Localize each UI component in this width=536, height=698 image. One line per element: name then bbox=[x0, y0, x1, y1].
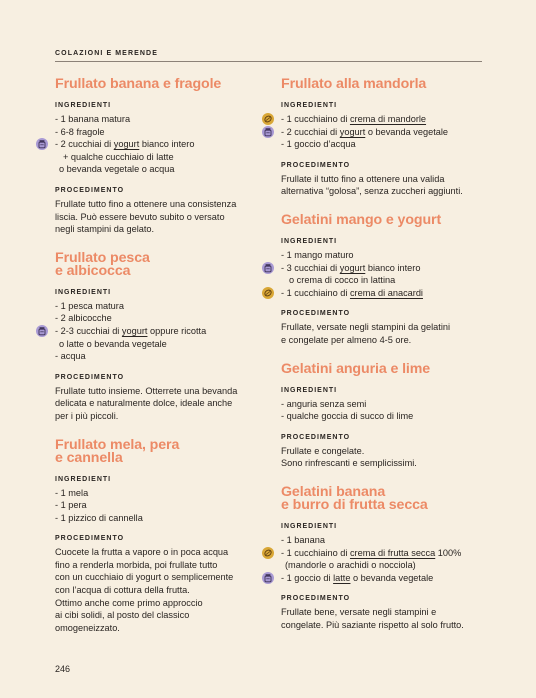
procedure-text bbox=[281, 445, 491, 470]
ingredients-heading: INGREDIENTI bbox=[281, 386, 338, 394]
ingredients-heading: INGREDIENTI bbox=[55, 288, 112, 296]
ingredient-highlight: yogurt bbox=[339, 126, 366, 137]
ingredient-text: o bevanda vegetale bbox=[350, 572, 434, 583]
page-number: 246 bbox=[55, 664, 71, 674]
ingredient-continuation: (mandorle o arachidi o nocciola) bbox=[285, 560, 416, 571]
ingredient-continuation: o crema di cocco in lattina bbox=[289, 275, 396, 286]
recipe-title-line: e burro di frutta secca bbox=[281, 496, 428, 513]
ingredient-item bbox=[55, 350, 260, 363]
ingredient-continuation: + qualche cucchiaio di latte bbox=[63, 151, 174, 162]
ingredient-text: - 1 banana bbox=[281, 534, 325, 545]
procedure-line: Frullate il tutto fino a ottenere una valida bbox=[281, 173, 445, 184]
recipe-title bbox=[55, 436, 260, 466]
recipe-frullato-mela-pera-cannella bbox=[55, 436, 260, 635]
recipe-title-line: Frullato pesca bbox=[55, 249, 150, 266]
ingredient-item bbox=[281, 534, 491, 547]
procedure-line: negli stampini da gelato. bbox=[55, 224, 155, 235]
yogurt-jar-icon bbox=[262, 126, 274, 138]
ingredient-item bbox=[55, 499, 260, 512]
procedure-line: con un cucchiaio di yogurt o semplicemente bbox=[55, 572, 234, 583]
ingredient-text: - 1 mango maturo bbox=[281, 249, 354, 260]
ingredient-text: - 2 cucchiai di bbox=[281, 126, 340, 137]
recipe-title-line: e cannella bbox=[55, 449, 123, 466]
ingredient-text: - 2 cucchiai di bbox=[55, 139, 114, 150]
ingredients-heading: INGREDIENTI bbox=[281, 522, 338, 530]
ingredient-text: - 2-3 cucchiai di bbox=[55, 325, 122, 336]
recipe-gelatini-banana-burro-frutta-secca bbox=[281, 483, 491, 632]
ingredients-list bbox=[55, 300, 260, 363]
ingredient-item bbox=[55, 512, 260, 525]
procedure-line: omogeneizzato. bbox=[55, 622, 120, 633]
ingredient-item bbox=[55, 138, 260, 176]
procedure-text bbox=[55, 385, 260, 423]
ingredient-text: - 1 pizzico di cannella bbox=[55, 512, 143, 523]
section-header: COLAZIONI E MERENDE bbox=[55, 50, 158, 57]
ingredient-continuation: o latte o bevanda vegetale bbox=[59, 338, 167, 349]
ingredient-highlight: crema di frutta secca bbox=[349, 547, 436, 558]
recipe-title bbox=[281, 483, 491, 513]
procedure-text bbox=[281, 321, 491, 346]
procedure-line: Frullate bene, versate negli stampini e bbox=[281, 607, 437, 618]
ingredients-list bbox=[281, 534, 491, 584]
recipe-frullato-pesca-albicocca bbox=[55, 249, 260, 423]
recipe-title-line: Gelatini mango e yogurt bbox=[281, 211, 442, 228]
ingredient-text: - 1 cucchiaino di bbox=[281, 547, 350, 558]
ingredient-text: - 1 goccio di bbox=[281, 572, 334, 583]
recipe-gelatini-mango-yogurt bbox=[281, 211, 491, 347]
recipe-title-line: Gelatini banana bbox=[281, 483, 386, 500]
ingredient-text: bianco intero bbox=[365, 262, 421, 273]
procedure-heading: PROCEDIMENTO bbox=[55, 186, 125, 194]
recipe-title bbox=[55, 78, 260, 91]
ingredient-text: - acqua bbox=[55, 351, 86, 362]
procedure-line: delicata e naturalmente dolce, ideale anche bbox=[55, 398, 233, 409]
ingredient-item bbox=[55, 487, 260, 500]
procedure-line: con l’acqua di cottura della frutta. bbox=[55, 585, 190, 596]
procedure-heading: PROCEDIMENTO bbox=[281, 161, 351, 169]
ingredients-heading: INGREDIENTI bbox=[281, 102, 338, 109]
ingredient-text: - 6-8 fragole bbox=[55, 126, 105, 137]
right-column bbox=[281, 78, 491, 631]
ingredient-highlight: yogurt bbox=[113, 139, 140, 150]
ingredient-item bbox=[281, 398, 491, 411]
ingredients-list bbox=[281, 398, 491, 423]
ingredient-text: - 3 cucchiai di bbox=[281, 262, 340, 273]
procedure-heading: PROCEDIMENTO bbox=[55, 373, 125, 381]
procedure-line: fino a renderla morbida, poi frullate tutto bbox=[55, 559, 218, 570]
procedure-line: e congelate per almeno 4-5 ore. bbox=[281, 334, 412, 345]
procedure-line: Ottimo anche come primo approccio bbox=[55, 597, 203, 608]
ingredient-item bbox=[281, 249, 491, 262]
ingredient-text: - 2 albicocche bbox=[55, 313, 112, 324]
recipe-title-line: Frullato mela, pera bbox=[55, 436, 180, 453]
yogurt-jar-icon bbox=[36, 325, 48, 337]
recipe-title-line: e albicocca bbox=[55, 262, 131, 279]
procedure-line: alternativa “golosa”, senza zuccheri aggiunti. bbox=[281, 186, 463, 197]
ingredient-text: 100% bbox=[435, 547, 462, 558]
ingredients-list bbox=[281, 113, 491, 151]
recipe-frullato-mandorla bbox=[281, 78, 491, 198]
ingredient-text: - qualche goccia di succo di lime bbox=[281, 411, 414, 422]
ingredient-item bbox=[281, 287, 491, 300]
procedure-heading: PROCEDIMENTO bbox=[281, 595, 351, 603]
ingredient-item bbox=[281, 547, 491, 572]
ingredient-item bbox=[55, 325, 260, 350]
ingredient-text: - 1 goccio d’acqua bbox=[281, 139, 356, 150]
procedure-heading: PROCEDIMENTO bbox=[281, 310, 351, 318]
ingredient-item bbox=[281, 138, 491, 151]
ingredients-heading: INGREDIENTI bbox=[55, 102, 112, 109]
ingredient-highlight: crema di anacardi bbox=[349, 287, 423, 298]
nut-icon bbox=[262, 547, 274, 559]
procedure-line: Frullate tutto insieme. Otterrete una bevanda bbox=[55, 385, 238, 396]
header-divider bbox=[55, 61, 482, 62]
procedure-line: per i più piccoli. bbox=[55, 410, 119, 421]
ingredient-text: - 1 cucchiaino di bbox=[281, 287, 350, 298]
recipe-title-line: Frullato alla mandorla bbox=[281, 76, 427, 92]
ingredient-highlight: latte bbox=[333, 572, 351, 583]
recipe-title bbox=[281, 78, 491, 91]
yogurt-jar-icon bbox=[262, 262, 274, 274]
ingredient-text: oppure ricotta bbox=[147, 325, 207, 336]
ingredients-heading: INGREDIENTI bbox=[55, 475, 112, 483]
procedure-text bbox=[55, 546, 260, 634]
ingredient-text: - anguria senza semi bbox=[281, 398, 367, 409]
ingredient-item bbox=[281, 126, 491, 139]
ingredient-item bbox=[281, 410, 491, 423]
ingredient-text: bianco intero bbox=[139, 139, 195, 150]
procedure-line: liscia. Può essere bevuto subito o versato bbox=[55, 211, 225, 222]
ingredient-item bbox=[281, 572, 491, 585]
recipe-gelatini-anguria-lime bbox=[281, 360, 491, 470]
ingredient-item bbox=[281, 262, 491, 287]
procedure-line: Sono rinfrescanti e semplicissimi. bbox=[281, 458, 417, 469]
ingredients-heading: INGREDIENTI bbox=[281, 237, 338, 245]
yogurt-jar-icon bbox=[262, 572, 274, 584]
ingredient-item bbox=[55, 312, 260, 325]
ingredient-item bbox=[55, 126, 260, 139]
ingredient-item bbox=[55, 113, 260, 126]
nut-icon bbox=[262, 113, 274, 125]
ingredient-text: - 1 pera bbox=[55, 500, 87, 511]
ingredient-continuation: o bevanda vegetale o acqua bbox=[59, 164, 175, 175]
ingredient-text: - 1 banana matura bbox=[55, 114, 131, 124]
procedure-text bbox=[281, 606, 491, 631]
procedure-line: ai cibi solidi, al posto del classico bbox=[55, 610, 190, 621]
ingredients-list bbox=[55, 113, 260, 176]
recipe-title bbox=[281, 211, 491, 228]
recipe-title-line: Gelatini anguria e lime bbox=[281, 360, 431, 377]
procedure-line: Cuocete la frutta a vapore o in poca acqua bbox=[55, 547, 229, 558]
ingredient-item bbox=[55, 300, 260, 313]
procedure-text bbox=[281, 173, 491, 198]
ingredient-text: - 1 pesca matura bbox=[55, 300, 124, 311]
ingredient-text: - 1 cucchiaino di bbox=[281, 114, 350, 124]
ingredient-text: o bevanda vegetale bbox=[365, 126, 449, 137]
ingredients-list bbox=[55, 487, 260, 525]
nut-icon bbox=[262, 287, 274, 299]
ingredients-list bbox=[281, 249, 491, 299]
procedure-line: Frullate tutto fino a ottenere una consistenza bbox=[55, 198, 237, 209]
recipe-frullato-banana-fragole bbox=[55, 78, 260, 236]
ingredient-text: - 1 mela bbox=[55, 487, 89, 498]
recipe-title-line: Frullato banana e fragole bbox=[55, 76, 222, 92]
procedure-text bbox=[55, 198, 260, 236]
procedure-line: Frullate e congelate. bbox=[281, 445, 365, 456]
recipe-title bbox=[281, 360, 491, 377]
recipe-title bbox=[55, 249, 260, 279]
ingredient-item bbox=[281, 113, 491, 126]
ingredient-highlight: yogurt bbox=[339, 262, 366, 273]
left-column bbox=[55, 78, 260, 634]
procedure-heading: PROCEDIMENTO bbox=[281, 433, 351, 441]
procedure-line: Frullate, versate negli stampini da gelatini bbox=[281, 322, 451, 333]
procedure-line: congelate. Più saziante rispetto al solo frutto. bbox=[281, 619, 464, 630]
ingredient-highlight: crema di mandorle bbox=[349, 114, 427, 124]
yogurt-jar-icon bbox=[36, 138, 48, 150]
ingredient-highlight: yogurt bbox=[121, 325, 148, 336]
procedure-heading: PROCEDIMENTO bbox=[55, 535, 125, 543]
